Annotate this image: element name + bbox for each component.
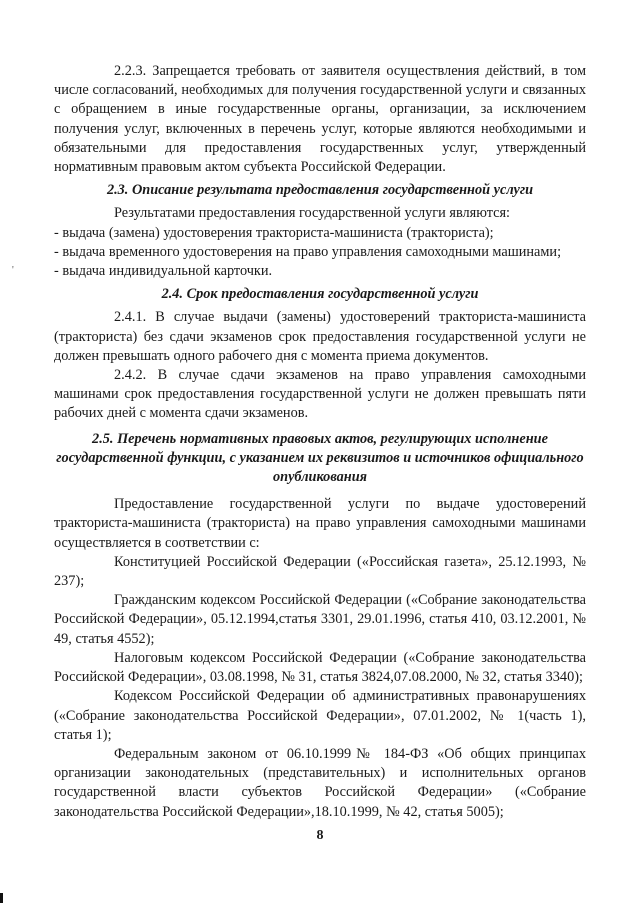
legal-act-item: Федеральным законом от 06.10.1999№ 184-ФЗ «Об общих принципах организации законодательных (представительных) и исполнительных органов государственной власти субъектов Российской Федерации» («Собрание законодательства Российской Федерации»,18.10.1999, № 42, статья 5005); xyxy=(54,745,586,820)
paragraph-2-5-intro: Предоставление государственной услуги по выдаче удостоверений тракториста-машиниста (тракториста) на право управления самоходными машинами осуществляется в соответствии с: xyxy=(54,496,586,551)
paragraph-2-4-2: 2.4.2. В случае сдачи экзаменов на право управления самоходными машинами срок предоставления государственной услуги не должен превышать пяти рабочих дней с момента сдачи экзаменов. xyxy=(54,367,586,422)
heading-2-4: 2.4. Срок предоставления государственной услуги xyxy=(161,286,479,303)
scan-edge-mark xyxy=(0,893,3,903)
page-number: 8 xyxy=(316,828,324,843)
scan-speck: ' xyxy=(12,265,14,276)
legal-act-item: Кодексом Российской Федерации об административных правонарушениях («Собрание законодательства Российской Федерации», 07.01.2002, № 1(часть 1), статья 1); xyxy=(54,688,586,743)
document-page xyxy=(54,62,586,822)
heading-2-5: 2.5. Перечень нормативных правовых актов, регулирующих исполнение государственной функции, с указанием их реквизитов и источников официального опубликования xyxy=(56,430,584,486)
legal-act-item: Налоговым кодексом Российской Федерации («Собрание законодательства Российской Федерации», 03.08.1998, № 31, статья 3824,07.08.2000, № 32, статья 3340); xyxy=(54,649,586,686)
legal-act-item: Гражданским кодексом Российской Федерации («Собрание законодательства Российской Федерации», 05.12.1994,статья 3301, 29.01.1996, статья 410, 03.12.2001, № 49, статья 4552); xyxy=(54,592,586,647)
result-item: - выдача временного удостоверения на право управления самоходными машинами; xyxy=(54,243,562,260)
result-item: - выдача (замена) удостоверения тракториста-машиниста (тракториста); xyxy=(54,224,494,241)
results-intro: Результатами предоставления государственной услуги являются: xyxy=(114,205,511,222)
paragraph-2-2-3: 2.2.3. Запрещается требовать от заявителя осуществления действий, в том числе согласований, необходимых для получения государственной услуги и связанных с обращением в иные государственные органы, организации, за исключением получения услуг, включенных в перечень услуг, которые являются необходимыми и обязательными для предоставления государственных услуг, утвержденный нормативным правовым актом субъекта Российской Федерации. xyxy=(54,63,586,176)
result-item: - выдача индивидуальной карточки. xyxy=(54,263,273,280)
paragraph-2-4-1: 2.4.1. В случае выдачи (замены) удостоверений тракториста-машиниста (тракториста) без сдачи экзаменов срок предоставления государственной услуги не должен превышать одного рабочего дня с момента приема документов. xyxy=(54,309,586,364)
heading-2-3: 2.3. Описание результата предоставления государственной услуги xyxy=(106,182,534,199)
legal-act-item: Конституцией Российской Федерации («Российская газета», 25.12.1993, № 237); xyxy=(54,553,586,590)
